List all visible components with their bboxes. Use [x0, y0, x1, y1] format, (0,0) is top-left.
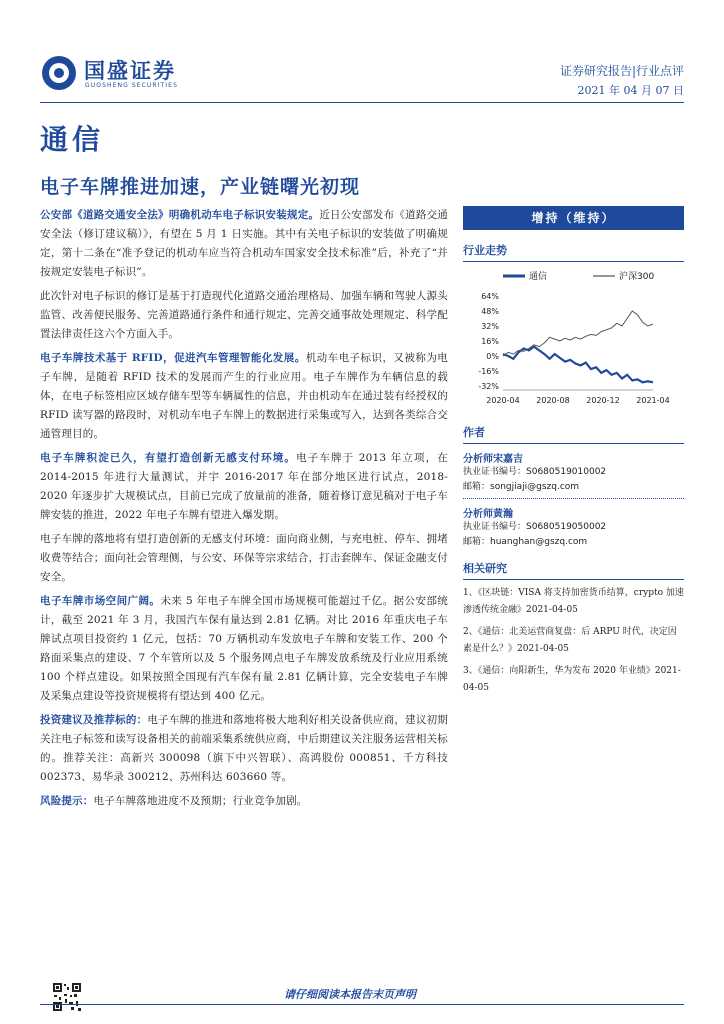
y-tick-label: 64% — [481, 292, 499, 301]
logo-emblem-icon — [42, 56, 76, 90]
paragraph-body: 电子车牌的落地将有望打造创新的无感支付环境：面向商业侧，与充电桩、停车、拥堵收费等结合；面向社会管理侧，与公安、环保等宗求结合，打击套牌车、保证金融支付安全。 — [40, 533, 448, 583]
related-title: 相关研究 — [463, 560, 684, 580]
analyst-name: 分析师宋嘉吉 — [463, 454, 523, 465]
trend-title: 行业走势 — [463, 242, 684, 262]
sidebar — [463, 206, 684, 697]
paragraph-5 — [40, 530, 448, 587]
paragraph-highlight: 电子车牌市场空间广阔。 — [40, 595, 161, 607]
paragraph-highlight: 电子车牌技术基于 RFID，促进汽车管理智能化发展。 — [40, 352, 306, 364]
y-tick-label: 48% — [481, 307, 499, 316]
paragraph-3 — [40, 349, 448, 444]
paragraph-6 — [40, 592, 448, 706]
author-title: 作者 — [463, 424, 684, 444]
paragraph-highlight: 电子车牌积淀已久，有望打造创新无感支付环境。 — [40, 452, 297, 464]
paragraph-body: 此次针对电子标识的修订是基于打造现代化道路交通治理格局、加强车辆和驾驶人源头监管、改善便民服务、完善道路通行条件和通行规定、完善交通事故处理规定、科学配置法律责任这六个方面入手。 — [40, 290, 448, 340]
x-tick-label: 2021-04 — [636, 396, 670, 405]
logo-cn-text: 国盛证券 — [84, 59, 176, 83]
report-type: 证券研究报告|行业点评 — [559, 64, 684, 78]
analyst-email: 邮箱：huanghan@gszq.com — [463, 537, 588, 547]
related-report-link[interactable]: 3、《通信：向阳新生，华为发布 2020 年业绩》2021-04-05 — [463, 666, 681, 693]
paragraph-body: 近日公安部发布《道路交通安全法（修订建议稿）》，有望在 5 月 1 日实施。其中有关电子标识的安装做了明确规定，第十二条在“准予登记的机动车应当符合机动车国家安全技术标准”后，补充了“并按规定安装电子标识”。 — [40, 209, 449, 278]
paragraph-body: 电子车牌于 2013 年立项，在 2014-2015 年进行大量测试，并宇 2016-2017 年在部分地区进行试点，2018-2020 年逐步扩大规模试点，目前已完成了放量前的准备，随着修订意见稿对于电子车牌安装的推进，2022 年电子车牌有望进入爆发期。 — [40, 452, 448, 521]
rating-badge: 增持（维持） — [463, 206, 684, 230]
paragraph-body: 未来 5 年电子车牌全国市场规模可能超过千亿。据公安部统计，截至 2021 年 3 月，我国汽车保有量达到 2.81 亿辆。对比 2016 年重庆电子车牌试点项目投资约 1 亿元，包括：70 万辆机动车发放电子车牌和安装工作、200 个路面采集点的建设、7 个车管所以及 5 个服务网点电子车牌发放系统及行业应用系统 100 个样点建设。如果按照全国现有汽车保有量 2.81 亿辆计算，完全安装电子车牌及采集点建设等投资规模将有望达到 400 亿元。 — [40, 595, 448, 702]
footer-disclaimer: 请仔细阅读本报告末页声明 — [284, 988, 416, 1001]
trend-chart-svg — [463, 266, 684, 406]
x-tick-label: 2020-08 — [536, 396, 570, 405]
related-report-link[interactable]: 1、《区块链：VISA 将支持加密货币结算，crypto 加速渗透传统金融》2021-04-05 — [463, 588, 684, 615]
paragraph-body: 电子车牌落地进度不及预期；行业竞争加剧。 — [93, 795, 308, 807]
x-tick-label: 2020-12 — [586, 396, 620, 405]
analyst-email: 邮箱：songjiaji@gszq.com — [463, 482, 580, 492]
main-content — [40, 206, 448, 816]
header-divider — [40, 102, 684, 103]
paragraph-body: 电子车牌的推进和落地将极大地利好相关设备供应商，建议初期关注电子标签和读写设备相关的前端采集系统供应商，中后期建议关注服务运营相关标的。推荐关注：高新兴 300098（旗下中兴智联）、高鸿股份 000851、千方科技 002373、易华录 300212、苏州科达 603660 等。 — [40, 714, 449, 783]
page-header — [40, 48, 684, 102]
paragraph-highlight: 公安部《道路交通安全法》明确机动车电子标识安装规定。 — [40, 209, 320, 221]
footer-divider — [40, 1004, 684, 1005]
paragraph-7 — [40, 711, 448, 787]
paragraph-highlight: 风险提示： — [40, 795, 94, 807]
analyst-cert: 执业证书编号：S0680519010002 — [463, 467, 607, 477]
paragraph-8 — [40, 792, 448, 811]
paragraph-highlight: 投资建议及推荐标的： — [40, 714, 148, 726]
paragraph-2 — [40, 287, 448, 344]
legend-label: 沪深300 — [619, 272, 655, 282]
y-tick-label: -32% — [478, 382, 499, 391]
related-report-link[interactable]: 2、《通信：北美运营商复盘：后 ARPU 时代，决定因素是什么？》2021-04-05 — [463, 627, 677, 654]
analyst-cert: 执业证书编号：S0680519050002 — [463, 522, 607, 532]
qr-code-icon — [52, 982, 82, 1012]
industry-name: 通信 — [40, 123, 105, 156]
paragraph-4 — [40, 449, 448, 525]
y-tick-label: 16% — [481, 337, 499, 346]
y-tick-label: 0% — [486, 352, 499, 361]
y-tick-label: 32% — [481, 322, 499, 331]
logo-en-text: GUOSHENG SECURITIES — [85, 82, 178, 89]
legend-label: 通信 — [529, 272, 548, 282]
series-line — [503, 347, 653, 383]
report-title: 电子车牌推进加速，产业链曙光初现 — [40, 176, 361, 198]
company-logo — [40, 54, 220, 94]
trend-chart — [463, 266, 684, 406]
analyst-divider — [463, 498, 684, 499]
report-date: 2021 年 04 月 07 日 — [577, 84, 684, 97]
paragraph-body: 机动车电子标识，又被称为电子车牌，是随着 RFID 技术的发展而产生的行业应用。电子车牌作为车辆信息的载体，在电子标签相应区域存储车型等车辆属性的信息，并由机动车在通过装有经授权的 RFID 读写器的路段时，对机动车电子车牌上的数据进行采集或写入，达到各类综合交通管理目的。 — [40, 352, 448, 440]
x-tick-label: 2020-04 — [486, 396, 520, 405]
y-tick-label: -16% — [478, 367, 499, 376]
paragraph-1 — [40, 206, 448, 282]
analyst-name: 分析师黄瀚 — [463, 509, 513, 520]
